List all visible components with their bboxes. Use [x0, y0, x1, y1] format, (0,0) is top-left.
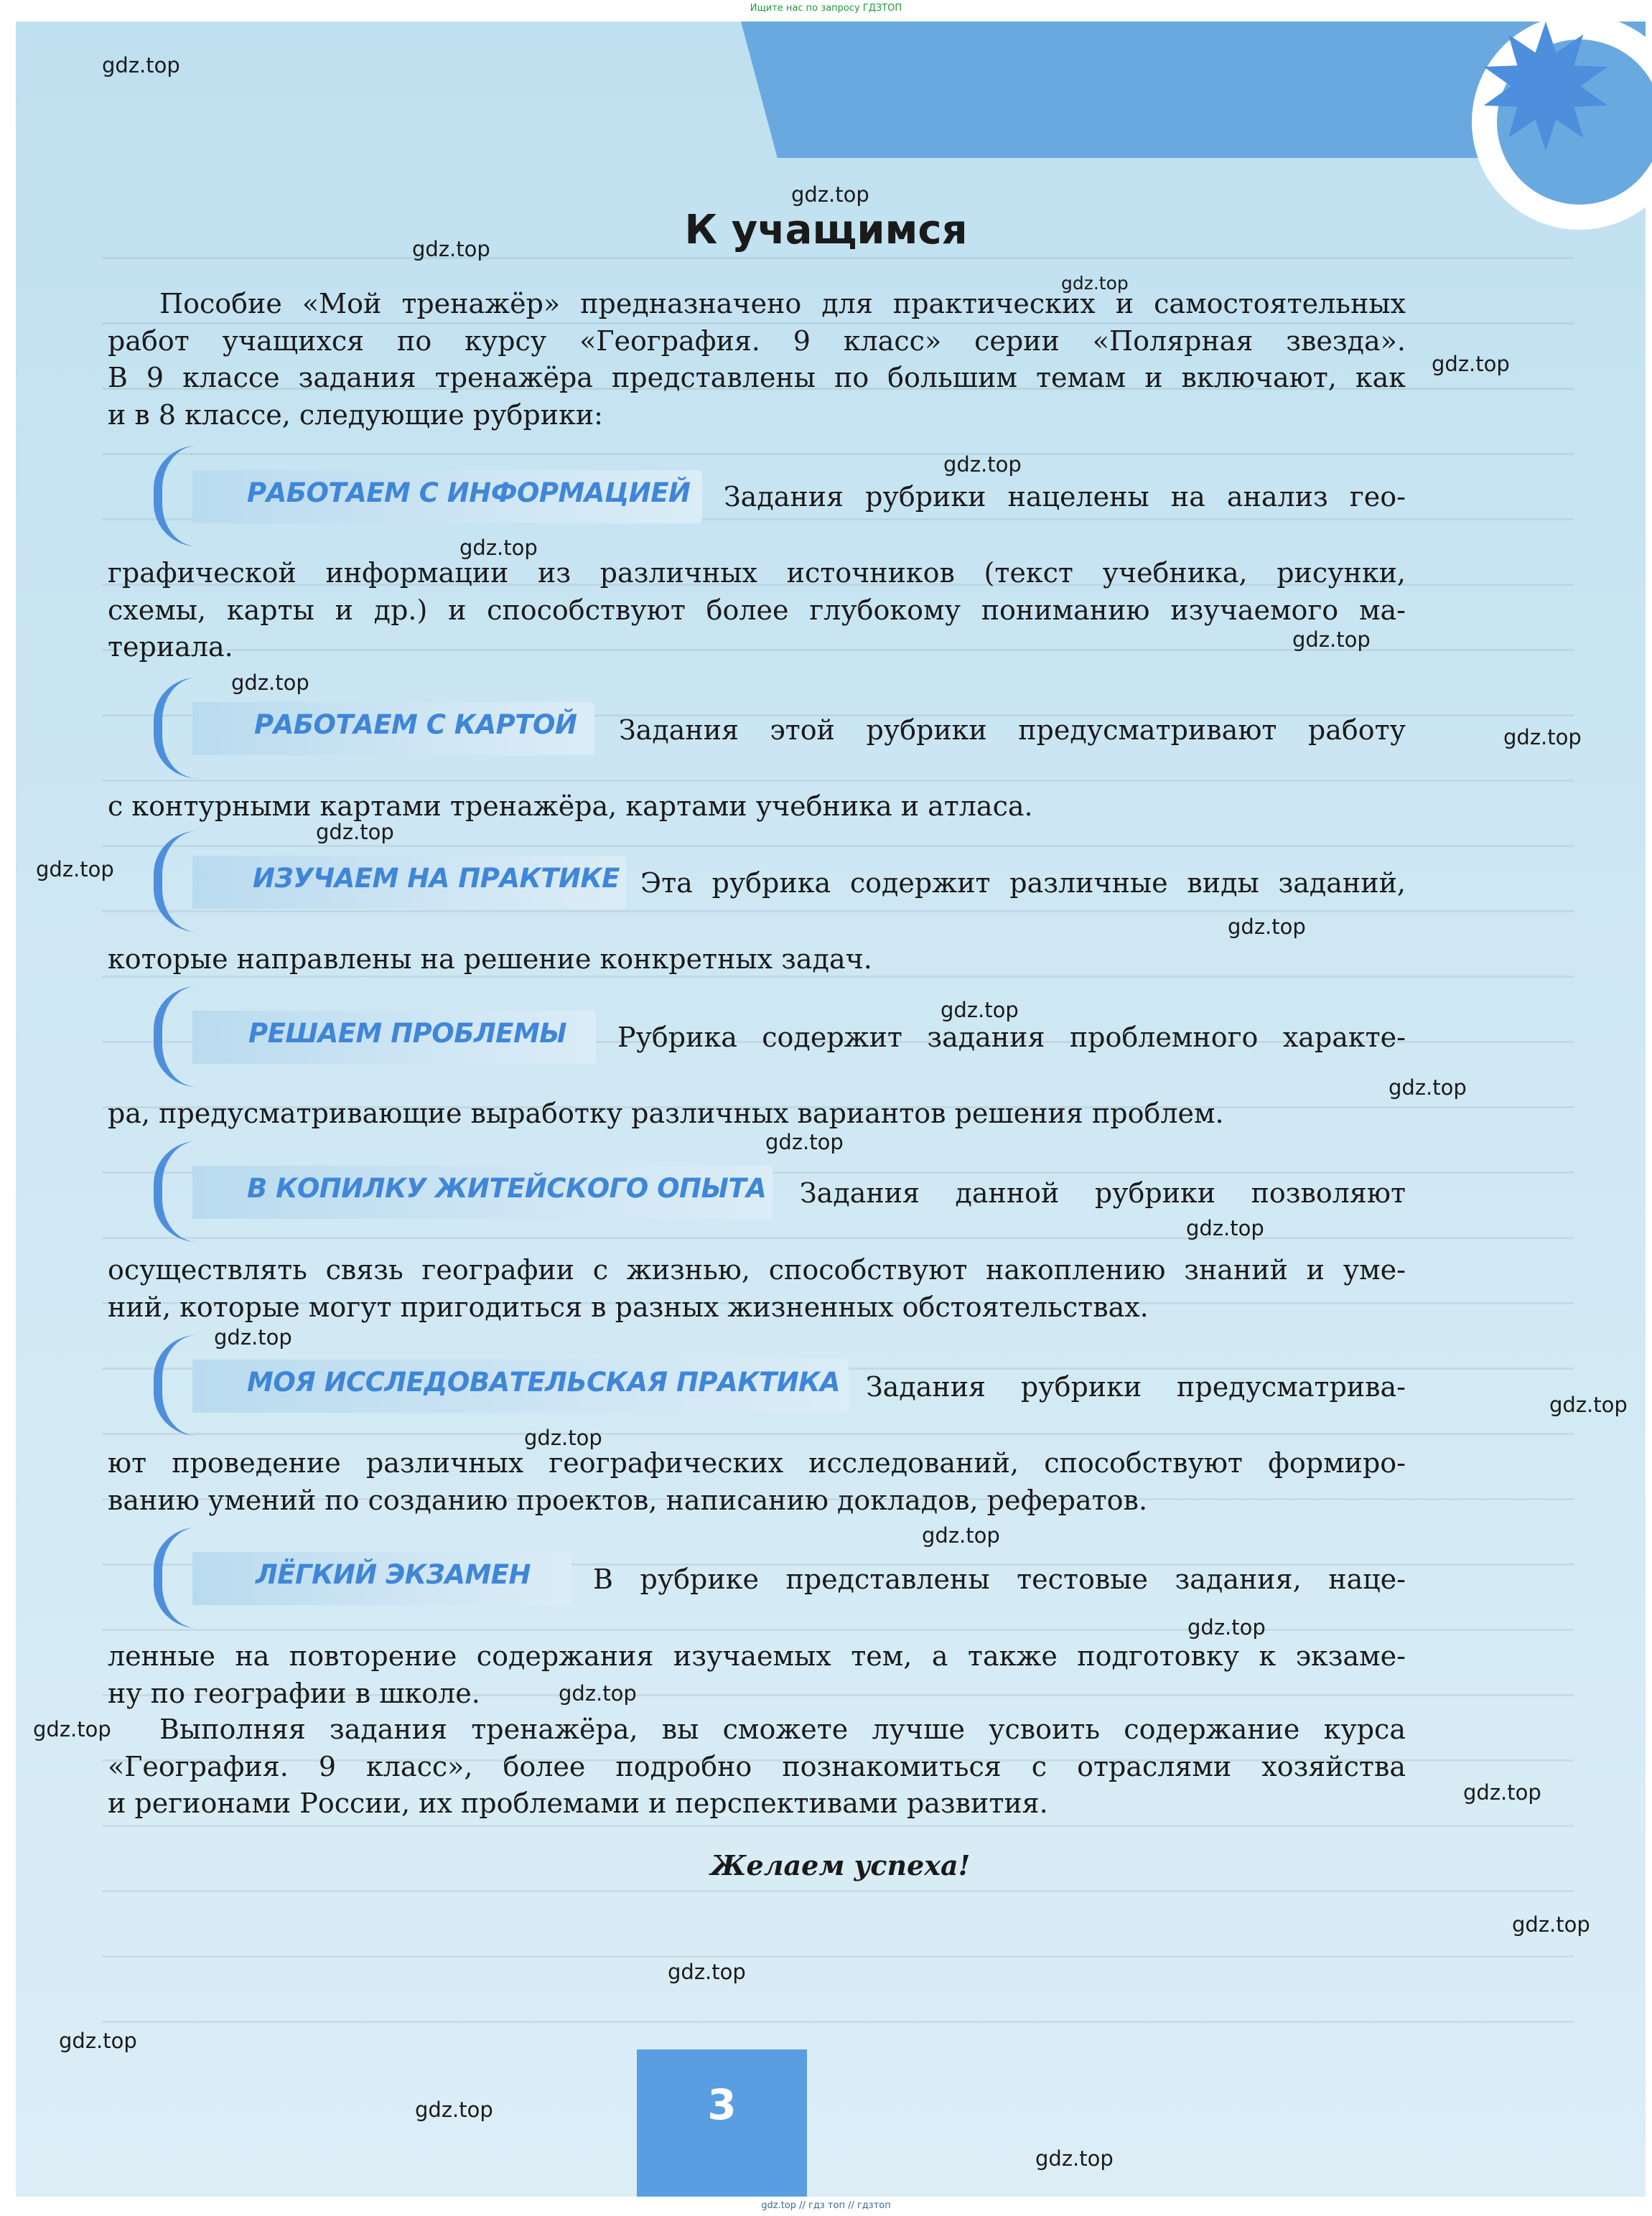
watermark: gdz.top: [1389, 1075, 1467, 1100]
watermark: gdz.top: [1503, 725, 1582, 749]
rubric-label: РАБОТАЕМ С КАРТОЙ: [254, 709, 577, 740]
watermark: gdz.top: [231, 670, 309, 695]
rubric-paragraph: [108, 1252, 1406, 1326]
watermark: gdz.top: [415, 2098, 493, 2122]
closing-wish: Желаем успеха!: [710, 1849, 971, 1881]
watermark: gdz.top: [1292, 627, 1371, 652]
watermark: gdz.top: [1186, 1216, 1264, 1240]
rubric-first-line: Задания рубрики предусматрива-: [866, 1371, 1406, 1403]
rubric-line: ра, предусматривающие выработку различных вариантов решения проблем.: [108, 1098, 1224, 1129]
watermark: gdz.top: [1549, 1393, 1628, 1417]
rubric-first-line: Эта рубрика содержит различные виды заданий,: [640, 867, 1406, 899]
rubric-line: с контурными картами тренажёра, картами учебника и атласа.: [108, 790, 1033, 822]
watermark: gdz.top: [668, 1960, 746, 1984]
conclusion-line: «География. 9 класс», более подробно познакомиться с отраслями хозяйства: [108, 1750, 1406, 1782]
watermark: gdz.top: [1432, 352, 1510, 376]
header-hint: Ищите нас по запросу ГДЗТОП: [750, 3, 902, 14]
rubric-paragraph: [108, 1445, 1406, 1519]
watermark: gdz.top: [59, 2029, 137, 2053]
rubric-paragraph: [108, 1095, 1406, 1133]
rubric-solving-problems: [172, 1011, 596, 1067]
watermark: gdz.top: [412, 237, 490, 261]
rubric-label: ЛЁГКИЙ ЭКЗАМЕН: [256, 1559, 531, 1590]
intro-line: и в 8 классе, следующие рубрики:: [108, 398, 603, 431]
rubric-first-line: В рубрике представлены тестовые задания, наце-: [593, 1563, 1406, 1595]
footer-hint: gdz.top // гдз топ // гдзтоп: [761, 2200, 891, 2211]
rubric-study-in-practice: [172, 856, 626, 912]
intro-line: работ учащихся по курсу «География. 9 класс» серии «Полярная звезда».: [108, 324, 1406, 357]
page-number: 3: [707, 2080, 737, 2129]
rubric-line: ну по географии в школе.: [108, 1677, 480, 1709]
rubric-working-with-information: [172, 470, 702, 526]
rubric-label: В КОПИЛКУ ЖИТЕЙСКОГО ОПЫТА: [247, 1173, 767, 1204]
rubric-line: которые направлены на решение конкретных задач.: [108, 943, 872, 975]
rubric-line: ний, которые могут пригодиться в разных жизненных обстоятельствах.: [108, 1291, 1149, 1323]
rubric-line: схемы, карты и др.) и способствуют более глубокому пониманию изучаемого ма-: [108, 594, 1406, 626]
rubric-label: РАБОТАЕМ С ИНФОРМАЦИЕЙ: [247, 477, 691, 508]
watermark: gdz.top: [1061, 273, 1129, 294]
watermark: gdz.top: [1512, 1912, 1590, 1937]
rubric-line: териала.: [108, 631, 233, 663]
watermark: gdz.top: [1228, 915, 1306, 939]
watermark: gdz.top: [1187, 1615, 1266, 1640]
rubric-line: ванию умений по созданию проектов, написанию докладов, рефератов.: [108, 1484, 1148, 1516]
watermark: gdz.top: [765, 1130, 844, 1154]
rubric-first-line: Рубрика содержит задания проблемного характе-: [617, 1021, 1406, 1053]
rubric-line: графической информации из различных источников (текст учебника, рисунки,: [108, 557, 1406, 589]
rubric-working-with-map: [172, 702, 594, 758]
watermark: gdz.top: [316, 820, 394, 844]
rubric-paragraph: [108, 555, 1406, 666]
watermark: gdz.top: [559, 1681, 637, 1706]
rubric-easy-exam: [172, 1552, 571, 1608]
rubric-label: ИЗУЧАЕМ НА ПРАКТИКЕ: [253, 863, 620, 894]
rubric-life-experience: [172, 1166, 773, 1222]
rubric-label: РЕШАЕМ ПРОБЛЕМЫ: [248, 1018, 567, 1049]
rubric-line: ленные на повторение содержания изучаемых тем, а также подготовку к экзаме-: [108, 1640, 1406, 1672]
watermark: gdz.top: [33, 1717, 111, 1742]
rubric-label: МОЯ ИССЛЕДОВАТЕЛЬСКАЯ ПРАКТИКА: [247, 1367, 841, 1398]
watermark: gdz.top: [922, 1523, 1000, 1548]
watermark: gdz.top: [1035, 2146, 1114, 2171]
intro-paragraph: [108, 286, 1406, 434]
rubric-paragraph: [108, 1638, 1406, 1712]
rubric-first-line: Задания рубрики нацелены на анализ гео-: [724, 481, 1406, 513]
watermark: gdz.top: [1463, 1780, 1541, 1805]
page-title: К учащимся: [684, 207, 968, 253]
rubric-paragraph: [108, 941, 1406, 978]
rubric-first-line: Задания этой рубрики предусматривают работу: [619, 714, 1406, 746]
rubric-paragraph: [108, 788, 1406, 826]
rubric-research-practice: [172, 1360, 849, 1416]
watermark: gdz.top: [943, 452, 1022, 477]
watermark: gdz.top: [524, 1426, 602, 1450]
rubric-line: осуществлять связь географии с жизнью, способствуют накоплению знаний и уме-: [108, 1254, 1406, 1286]
watermark: gdz.top: [941, 998, 1019, 1022]
watermark: gdz.top: [36, 857, 114, 882]
rubric-first-line: Задания данной рубрики позволяют: [800, 1177, 1406, 1209]
rubric-line: ют проведение различных географических исследований, способствуют формиро-: [108, 1447, 1406, 1479]
conclusion-line: Выполняя задания тренажёра, вы сможете лучше усвоить содержание курса: [159, 1714, 1406, 1745]
conclusion-line: и регионами России, их проблемами и перспективами развития.: [108, 1787, 1048, 1819]
watermark: gdz.top: [214, 1325, 292, 1350]
conclusion-paragraph: [108, 1711, 1406, 1823]
intro-line: В 9 классе задания тренажёра представлены по большим темам и включают, как: [108, 362, 1406, 393]
watermark: gdz.top: [102, 53, 180, 78]
watermark: gdz.top: [791, 182, 869, 207]
intro-line: Пособие «Мой тренажёр» предназначено для практических и самостоятельных: [159, 288, 1406, 319]
watermark: gdz.top: [459, 536, 538, 560]
